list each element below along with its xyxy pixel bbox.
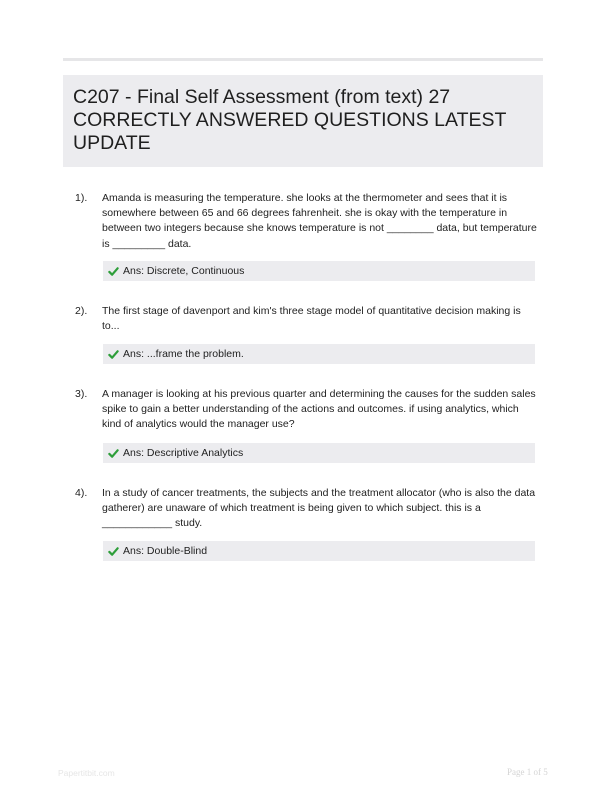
question-number: 4).	[75, 487, 88, 499]
document-title: C207 - Final Self Assessment (from text) 27 CORRECTLY ANSWERED QUESTIONS LATEST UPDATE	[73, 86, 507, 154]
checkmark-icon	[108, 448, 119, 459]
checkmark-icon	[108, 266, 119, 277]
footer-watermark: Papertitbit.com	[58, 768, 115, 778]
page-indicator: Page 1 of 5	[507, 767, 548, 777]
answer-box	[103, 541, 535, 561]
checkmark-icon	[108, 349, 119, 360]
question-number: 3).	[75, 388, 88, 400]
answer-text: Ans: Discrete, Continuous	[123, 265, 245, 277]
answer-box	[103, 344, 535, 364]
title-panel	[63, 75, 543, 167]
answer-text: Ans: Double-Blind	[123, 545, 208, 557]
question-text: A manager is looking at his previous quarter and determining the causes for the sudden sales spike to gain a better understanding of the actions and outcomes. if using analytics, which kind of analytics would the manager use?	[102, 388, 536, 431]
checkmark-icon	[108, 546, 119, 557]
answer-box	[103, 261, 535, 281]
top-divider	[63, 58, 543, 61]
question-text: The first stage of davenport and kim's three stage model of quantitative decision making is to...	[102, 305, 521, 333]
question-number: 2).	[75, 305, 88, 317]
question-text: In a study of cancer treatments, the subjects and the treatment allocator (who is also the data gatherer) are unaware of which treatment is being given to which subject. this is a ____________ study.	[102, 487, 536, 530]
answer-text: Ans: ...frame the problem.	[123, 348, 244, 360]
answer-text: Ans: Descriptive Analytics	[123, 447, 244, 459]
question-number: 1).	[75, 192, 88, 204]
question-text: Amanda is measuring the temperature. she looks at the thermometer and sees that it is somewhere between 65 and 66 degrees fahrenheit. she is okay with the temperature in between two integers because she knows temperature is not ________ data, but temperature is _________ data.	[102, 192, 537, 250]
answer-box	[103, 443, 535, 463]
